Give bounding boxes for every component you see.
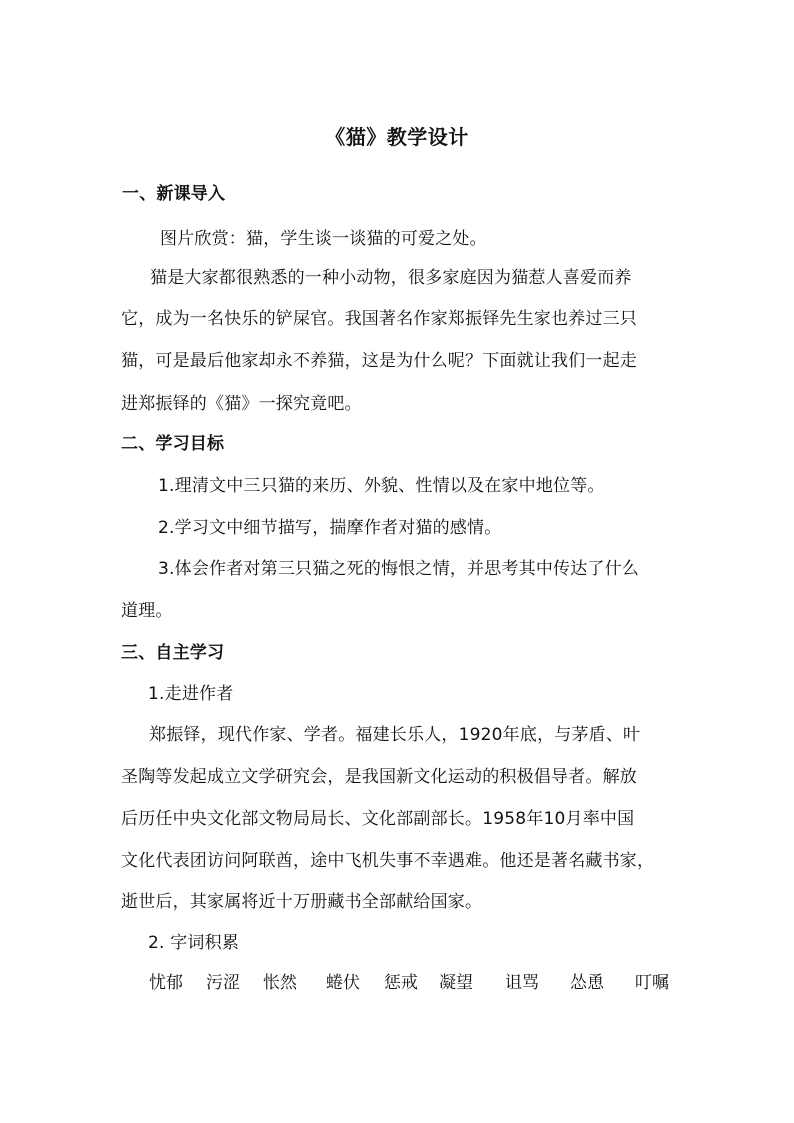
vocab-word: 叮嘱 <box>635 973 669 993</box>
vocab-word: 蜷伏 <box>326 973 360 993</box>
paragraph-line: 猫，可是最后他家却永不养猫，这是为什么呢？下面就让我们一起走 <box>121 351 637 371</box>
page-title: 《猫》教学设计 <box>325 125 469 149</box>
vocab-word: 怂恿 <box>570 973 604 993</box>
paragraph-line: 它，成为一名快乐的铲屎官。我国著名作家郑振铎先生家也养过三只 <box>121 309 637 329</box>
goal-item-3-cont: 道理。 <box>121 601 173 621</box>
vocab-list <box>149 972 679 996</box>
vocab-word: 污涩 <box>206 973 240 993</box>
paragraph-line: 猫是大家都很熟悉的一种小动物，很多家庭因为猫惹人喜爱而养 <box>150 268 632 288</box>
section-heading-selfstudy: 三、自主学习 <box>121 643 225 663</box>
author-line: 逝世后，其家属将近十万册藏书全部献给国家。 <box>121 892 483 912</box>
vocab-word: 惩戒 <box>384 973 418 993</box>
intro-text: 图片欣赏：猫，学生谈一谈猫的可爱之处。 <box>160 229 487 249</box>
goal-item-3: 3.体会作者对第三只猫之死的悔恨之情，并思考其中传达了什么 <box>158 559 640 579</box>
author-line: 郑振铎，现代作家、学者。福建长乐人，1920年底，与茅盾、叶 <box>149 725 641 745</box>
author-line: 圣陶等发起成立文学研究会，是我国新文化运动的积极倡导者。解放 <box>121 767 637 787</box>
author-line: 后历任中央文化部文物局局长、文化部副部长。1958年10月率中国 <box>121 809 635 829</box>
vocab-word: 忧郁 <box>149 973 183 993</box>
goal-item-1: 1.理清文中三只猫的来历、外貌、性情以及在家中地位等。 <box>158 476 605 496</box>
paragraph-line: 进郑振铎的《猫》一探究竟吧。 <box>121 394 362 414</box>
vocab-word: 诅骂 <box>505 973 539 993</box>
author-line: 文化代表团访问阿联酋，途中飞机失事不幸遇难。他还是著名藏书家， <box>121 851 655 871</box>
vocab-word: 凝望 <box>439 973 473 993</box>
section-heading-goals: 二、学习目标 <box>121 434 225 454</box>
subheading-author: 1.走进作者 <box>148 684 234 704</box>
vocab-word: 怅然 <box>263 973 297 993</box>
subheading-vocab: 2. 字词积累 <box>148 933 240 953</box>
goal-item-2: 2.学习文中细节描写，揣摩作者对猫的感情。 <box>158 518 502 538</box>
section-heading-intro: 一、新课导入 <box>122 184 226 204</box>
